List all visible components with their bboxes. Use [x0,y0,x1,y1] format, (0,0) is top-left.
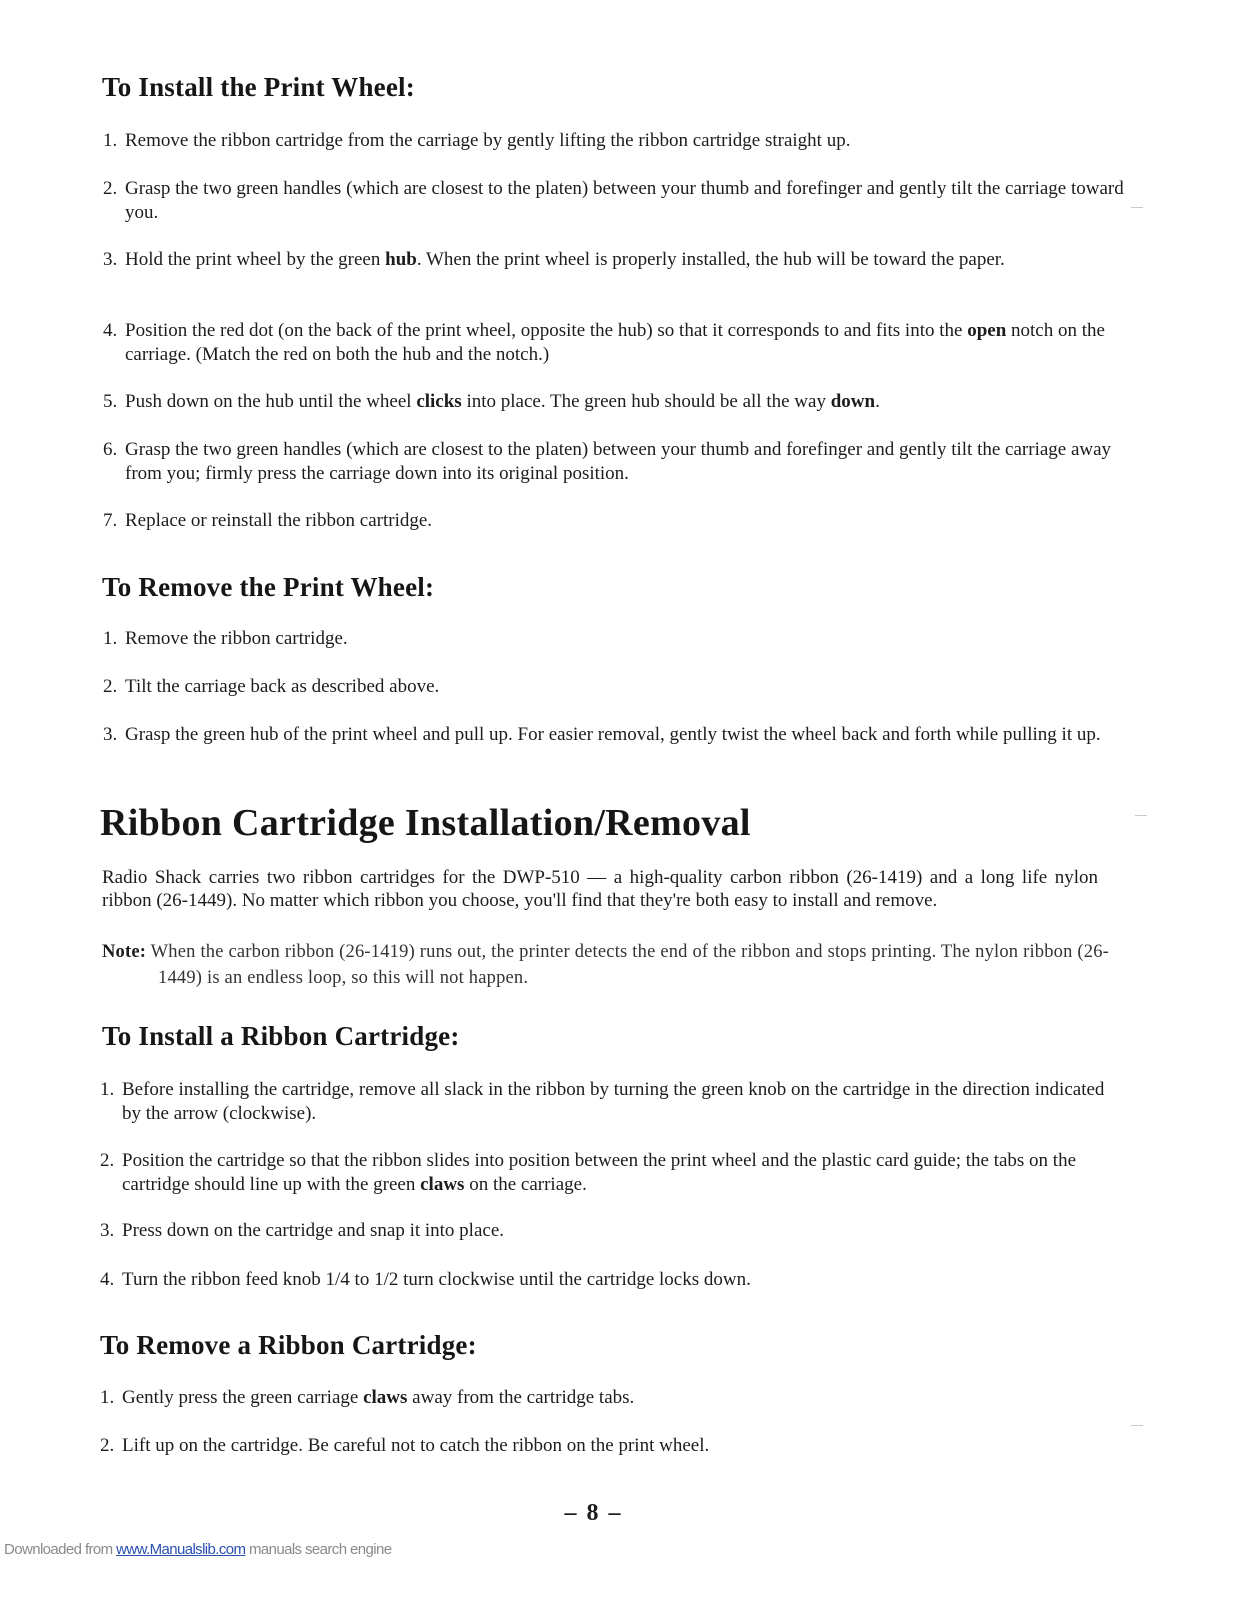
step-number: 1. [103,628,118,649]
manualslib-link[interactable]: www.Manualslib.com [116,1541,246,1558]
step-text: on the carriage. [464,1174,587,1195]
step-text: Remove the ribbon cartridge from the carriage by gently lifting the ribbon cartridge straight up. [125,130,851,151]
step-text: . When the print wheel is properly installed, the hub will be toward the paper. [416,249,1005,270]
step-number: 4. [103,320,118,341]
list-item [103,129,1125,153]
step-text: Replace or reinstall the ribbon cartridge. [125,510,433,531]
step-number: 2. [100,1150,115,1171]
list-item [100,1149,1122,1197]
step-number: 2. [103,676,118,697]
list-item [100,1078,1122,1126]
step-number: 3. [100,1220,115,1241]
list-item [100,1386,1122,1410]
heading-remove-ribbon: To Remove a Ribbon Cartridge: [100,1330,477,1360]
step-number: 1. [103,130,118,151]
step-text: Grasp the two green handles (which are closest to the platen) between your thumb and forefinger and gently tilt the carriage toward you. [125,178,1124,223]
scan-mark [1135,815,1147,816]
step-emphasis: hub [385,249,417,270]
list-item [100,1268,1122,1292]
note-paragraph [102,939,1148,991]
step-number: 1. [100,1079,115,1100]
step-number: 2. [103,178,118,199]
scan-mark [1131,1425,1143,1426]
section-title: Ribbon Cartridge Installation/Removal [100,802,751,844]
list-item [103,438,1125,486]
step-text: notch on the carriage. (Match the red on both the hub and the notch.) [125,320,1105,365]
heading-install-ribbon: To Install a Ribbon Cartridge: [102,1021,460,1051]
list-item [103,319,1125,367]
step-text: Hold the print wheel by the green [125,249,386,270]
step-text: Turn the ribbon feed knob 1/4 to 1/2 turn clockwise until the cartridge locks down. [122,1269,751,1290]
list-item [103,509,1125,533]
step-number: 7. [103,510,118,531]
list-item [100,1219,1122,1243]
step-text: Before installing the cartridge, remove all slack in the ribbon by turning the green knob on the cartridge in the direction indicated by the arrow (clockwise). [122,1079,1105,1124]
step-number: 1. [100,1387,115,1408]
step-text: Remove the ribbon cartridge. [125,628,348,649]
download-footer [4,1541,391,1558]
list-item [103,675,1125,699]
step-text: Position the red dot (on the back of the print wheel, opposite the hub) so that it corresponds to and fits into the [125,320,968,341]
footer-prefix: Downloaded from [4,1541,117,1558]
step-text: . [875,391,880,412]
intro-paragraph: Radio Shack carries two ribbon cartridges for the DWP-510 — a high-quality carbon ribbon (26-1419) and a long life nylon ribbon (26-1449). No matter which ribbon you choose, you'll find that they're both easy to install and remove. [102,867,1098,911]
step-text: Grasp the green hub of the print wheel and pull up. For easier removal, gently twist the wheel back and forth while pulling it up. [125,724,1101,745]
step-emphasis: open [967,320,1007,341]
list-item [103,248,1125,272]
list-item [103,390,1125,414]
step-text: Tilt the carriage back as described above. [125,676,440,697]
step-number: 2. [100,1435,115,1456]
heading-remove-print-wheel: To Remove the Print Wheel: [102,572,435,602]
list-item [103,177,1125,225]
step-text: Gently press the green carriage [122,1387,364,1408]
step-text: Position the cartridge so that the ribbon slides into position between the print wheel and the plastic card guide; the tabs on the cartridge should line up with the green [122,1150,1077,1195]
step-text: Press down on the cartridge and snap it into place. [122,1220,505,1241]
step-text: Lift up on the cartridge. Be careful not to catch the ribbon on the print wheel. [122,1435,710,1456]
step-emphasis: down [830,391,876,412]
step-text: Grasp the two green handles (which are closest to the platen) between your thumb and forefinger and gently tilt the carriage away from you; firmly press the carriage down into its original position. [125,439,1112,484]
note-text: When the carbon ribbon (26-1419) runs out, the printer detects the end of the ribbon and stops printing. The nylon ribbon (26-1449) is an endless loop, so this will not happen. [146,942,1110,988]
list-item [103,723,1125,747]
step-emphasis: claws [420,1174,465,1195]
heading-install-print-wheel: To Install the Print Wheel: [102,72,415,102]
scan-mark [1131,207,1143,208]
list-item [103,627,1125,651]
step-number: 3. [103,724,118,745]
step-number: 3. [103,249,118,270]
step-text: Push down on the hub until the wheel [125,391,417,412]
step-number: 6. [103,439,118,460]
list-item [100,1434,1122,1458]
step-number: 4. [100,1269,115,1290]
step-emphasis: claws [363,1387,408,1408]
page-number: – 8 – [564,1500,623,1526]
step-text: away from the cartridge tabs. [407,1387,635,1408]
note-label: Note: [102,942,147,962]
step-emphasis: clicks [416,391,462,412]
footer-suffix: manuals search engine [245,1541,392,1558]
step-text: into place. The green hub should be all the way [461,391,831,412]
step-number: 5. [103,391,118,412]
